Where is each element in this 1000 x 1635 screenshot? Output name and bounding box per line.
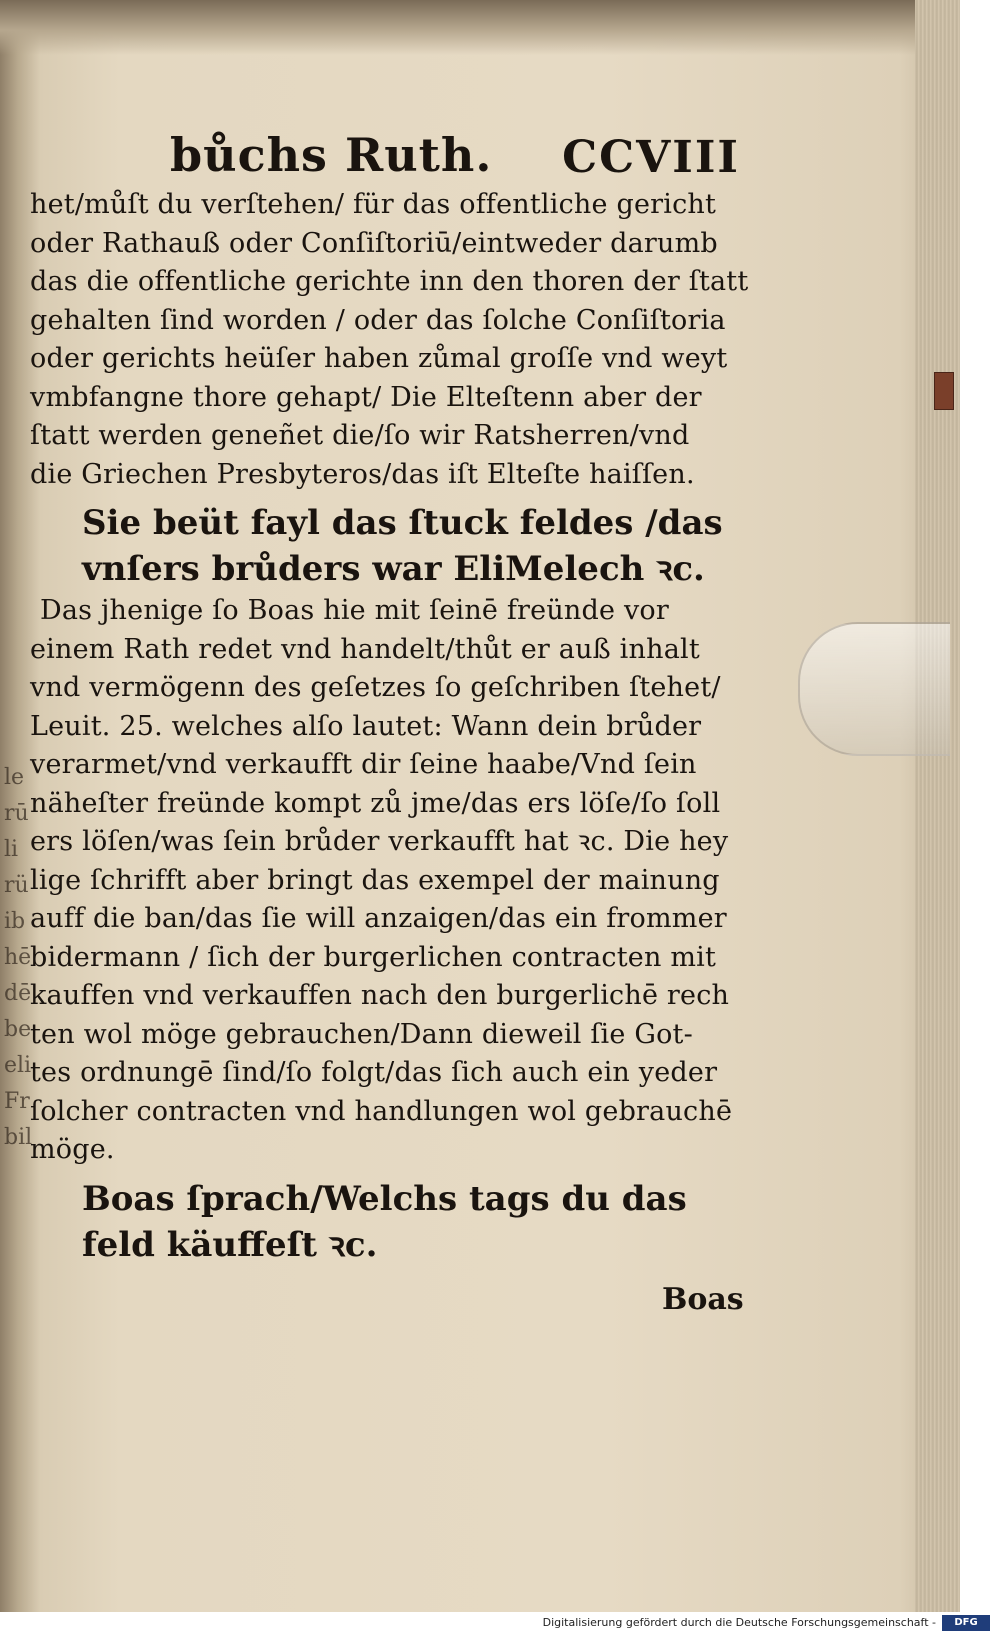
body-line: het/můſt du verſtehen/ für das offentliche gericht — [30, 189, 717, 220]
dfg-logo: DFG — [942, 1615, 990, 1631]
commentary-line: ers löſen/was ſein brůder verkaufft hat ꝛc. Die hey — [30, 826, 729, 857]
bleed-fragment: Fr — [4, 1089, 30, 1114]
commentary-line: Das jhenige ſo Boas hie mit ſeinē freünde vor — [40, 595, 669, 626]
page-top-shadow — [0, 0, 960, 55]
bleed-fragment: hē — [4, 945, 32, 970]
commentary-line: bidermann / ſich der burgerlichen contracten mit — [30, 941, 717, 973]
commentary-line: vnd vermögenn des geſetzes ſo geſchriben ſtehet/ — [30, 672, 721, 703]
commentary-line: kauffen vnd verkauffen nach den burgerlichē rech — [30, 980, 730, 1011]
page-tab-marker — [934, 372, 954, 410]
body-line: oder gerichts heüſer haben zůmal groſſe vnd weyt — [30, 343, 728, 374]
bleed-fragment: li — [4, 837, 19, 862]
body-line: gehalten ſind worden / oder das ſolche Conſiſtoria — [30, 304, 726, 336]
running-title: bůchs Ruth. — [170, 128, 493, 182]
commentary-line: lige ſchrifft aber bringt das exempel der mainung — [30, 864, 720, 896]
body-line: oder Rathauß oder Conſiſtoriū/eintweder darumb — [30, 227, 718, 259]
lemma-heading: Sie beüt fayl das ſtuck feldes /das — [82, 503, 723, 543]
commentary-line: Leuit. 25. welches alſo lautet: Wann dein brůder — [30, 710, 702, 742]
body-line: ſtatt werden geneñet die/ſo wir Ratsherren/vnd — [30, 420, 690, 451]
body-line: vmbfangne thore gehapt/ Die Elteſtenn aber der — [30, 381, 702, 413]
commentary-line: möge. — [30, 1134, 115, 1165]
lemma-heading: Boas ſprach/Welchs tags du das — [82, 1178, 687, 1219]
commentary-line: näheſter freünde kompt zů jme/das ers löſe/ſo ſoll — [30, 787, 721, 819]
bleed-fragment: rū — [4, 801, 29, 826]
bleed-fragment: rü — [4, 873, 29, 898]
text-block — [30, 186, 750, 1268]
digitization-footer — [0, 1612, 1000, 1635]
catchword: Boas — [662, 1282, 744, 1317]
page-fore-edge — [915, 0, 960, 1612]
commentary-line: tes ordnungē ſind/ſo folgt/das ſich auch ein yeder — [30, 1057, 718, 1088]
commentary-line: ten wol möge gebrauchen/Dann dieweil ſie Got- — [30, 1018, 693, 1050]
bleed-fragment: be — [4, 1017, 32, 1042]
bleed-fragment: eli — [4, 1053, 32, 1078]
lemma-heading: feld käuffeſt ꝛc. — [82, 1224, 378, 1265]
commentary-line: einem Rath redet vnd handelt/thůt er auß inhalt — [30, 633, 700, 665]
commentary-line: ſolcher contracten vnd handlungen wol gebrauchē — [30, 1095, 733, 1127]
bleed-fragment: dē — [4, 981, 32, 1006]
bleed-fragment: ib — [4, 909, 26, 934]
dfg-credit: Digitalisierung gefördert durch die Deutsche Forschungsgemeinschaft - — [542, 1616, 936, 1629]
body-line: die Griechen Presbyteros/das iſt Elteſte haiſſen. — [30, 458, 695, 490]
commentary-line: auff die ban/das ſie will anzaigen/das ein frommer — [30, 903, 727, 934]
bleed-fragment: le — [4, 765, 25, 790]
lemma-heading: vnſers brůders war EliMelech ꝛc. — [82, 549, 705, 589]
book-clip — [798, 622, 950, 756]
commentary-line: verarmet/vnd verkaufft dir ſeine haabe/Vnd ſein — [30, 749, 697, 780]
bleed-fragment: bil — [4, 1125, 33, 1150]
body-line: das die offentliche gerichte inn den thoren der ſtatt — [30, 266, 749, 297]
folio-number: CCVIII — [562, 132, 740, 183]
